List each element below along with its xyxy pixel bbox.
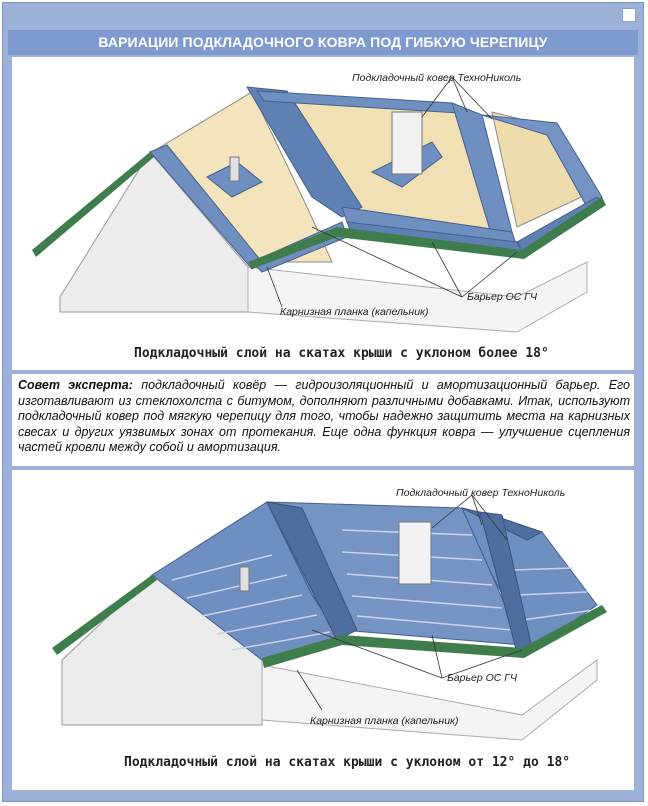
expert-tip-panel [12,374,634,466]
chimney-icon [399,522,431,584]
label-carpet: Подкладочный ковер ТехноНиколь [352,72,522,84]
top-caption: Подкладочный слой на скатах крыши с уклоном более 18° [134,346,549,361]
chimney-icon [392,112,422,174]
label-drip: Карнизная планка (капельник) [280,306,429,318]
bottom-figure-panel [12,470,634,790]
bottom-caption: Подкладочный слой на скатах крыши с уклоном от 12° до 18° [124,755,571,770]
page-title: ВАРИАЦИИ ПОДКЛАДОЧНОГО КОВРА ПОД ГИБКУЮ ЧЕРЕПИЦУ [8,30,638,55]
front-wall [262,660,597,740]
vent-pipe-icon [230,157,239,181]
top-figure-panel [12,57,634,370]
label-drip: Карнизная планка (капельник) [310,715,459,727]
bottom-roof-diagram [12,470,634,790]
expert-tip [18,378,630,456]
label-barrier: Барьер ОС ГЧ [467,291,538,303]
expert-tip-lead: Совет эксперта: [18,378,133,392]
vent-pipe-icon [240,567,249,591]
corner-box-icon [622,8,636,22]
label-carpet: Подкладочный ковер ТехноНиколь [396,487,566,499]
expert-tip-text: подкладочный ковёр — гидроизоляционный и амортизационный барьер. Его изготавливают из стеклохолста с битумом, дополняют различными добавками. Итак, используют подкладочный ковер под мягкую черепицу для того, чтобы надежно защитить места на карнизных свесах и других уязвимых зонах от протекания. Еще одна функция ковра — улучшение сцепления частей кровли между собой и амортизация. [18,378,631,455]
top-roof-diagram [12,57,634,370]
label-barrier: Барьер ОС ГЧ [447,672,518,684]
